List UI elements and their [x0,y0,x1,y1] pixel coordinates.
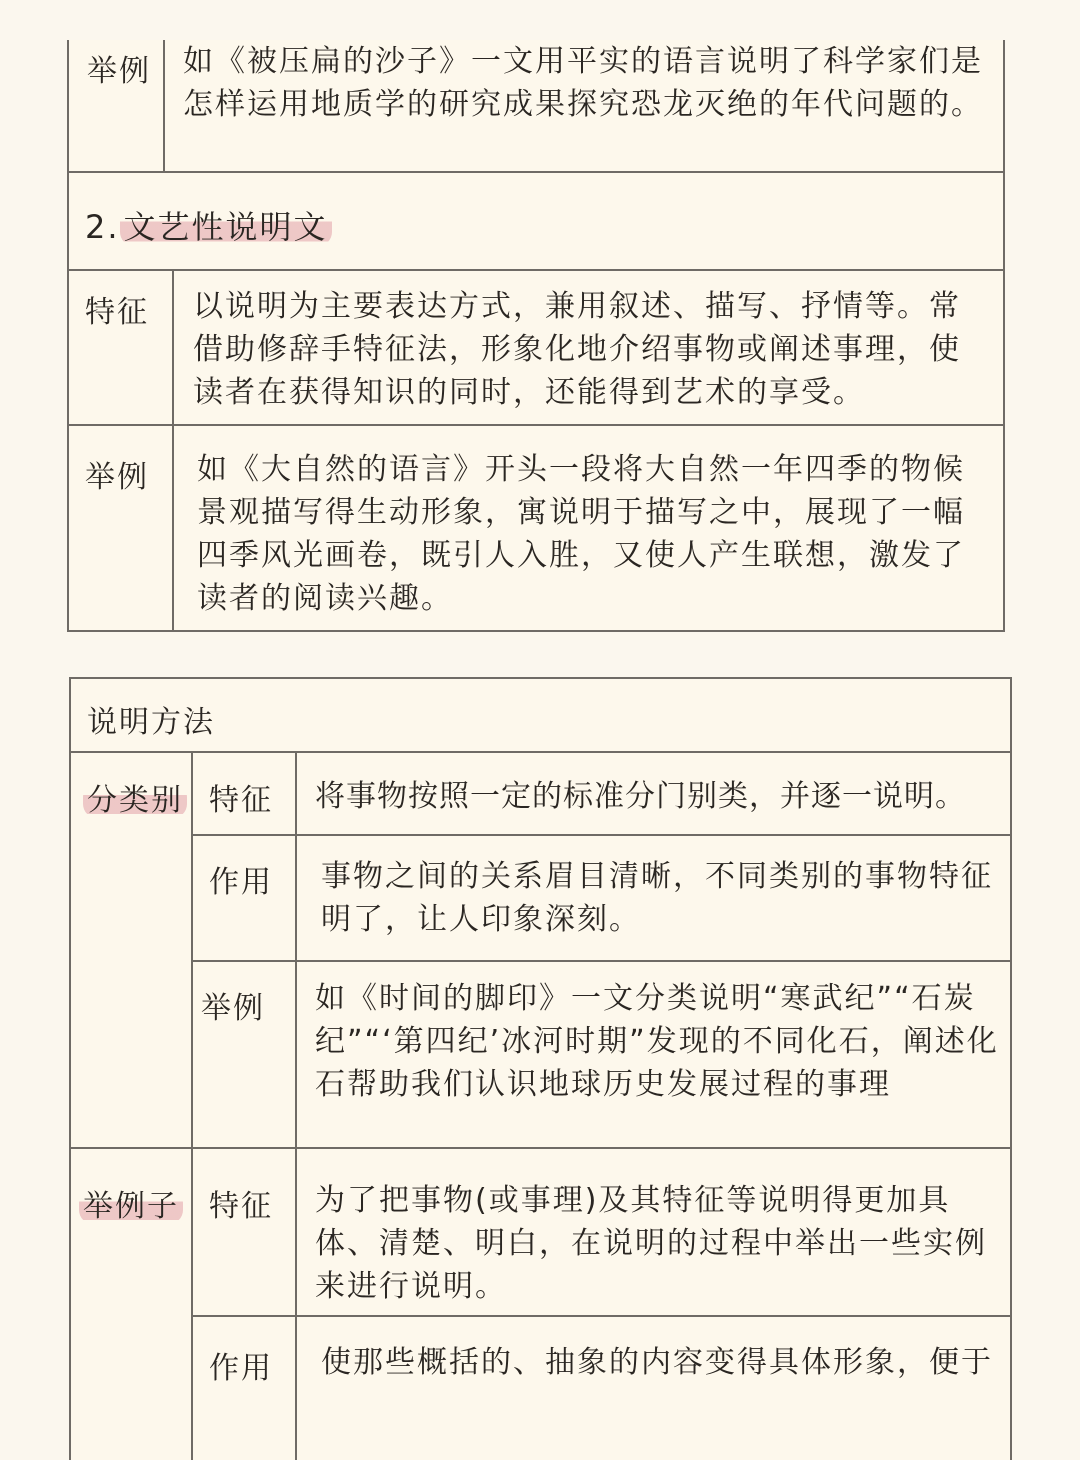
feature-text: 将事物按照一定的标准分门别类，并逐一说明。 [315,779,966,814]
feature-label: 特征 [209,783,273,818]
feature-text: 为了把事物(或事理)及其特征等说明得更加具体、清楚、明白，在说明的过程中举出一些实例来进行说明。 [315,1183,987,1304]
row-divider [69,171,1003,173]
function-label: 作用 [209,1351,273,1386]
example-text: 如《大自然的语言》开头一段将大自然一年四季的物候景观描写得生动形象，寓说明于描写之中，展现了一幅四季风光画卷，既引人入胜，又使人产生联想，激发了读者的阅读兴趣。 [197,452,965,616]
row-divider [69,424,1003,426]
column-divider [191,751,193,1460]
feature-label: 特征 [85,295,149,330]
example-label: 举例 [85,460,149,495]
method-name: 分类别 [83,775,187,819]
example-label: 举例 [201,991,265,1026]
explanation-methods-table [69,677,1012,1460]
feature-text: 以说明为主要表达方式，兼用叙述、描写、抒情等。常借助修辞手特征法，形象化地介绍事物或阐述事理，使读者在获得知识的同时，还能得到艺术的享受。 [193,289,961,410]
example-text: 如《时间的脚印》一文分类说明“寒武纪”“石炭纪”“‘第四纪’冰河时期”发现的不同化石，阐述化石帮助我们认识地球历史发展过程的事理 [315,981,999,1102]
section-heading [85,202,332,248]
section-title: 文艺性说明文 [120,208,332,246]
column-divider [295,751,297,1460]
section-number: 2. [85,208,120,246]
feature-label: 特征 [209,1189,273,1224]
function-text: 事物之间的关系眉目清晰，不同类别的事物特征明了，让人印象深刻。 [321,859,993,937]
function-text: 使那些概括的、抽象的内容变得具体形象，便于 [321,1345,993,1380]
text-types-table [67,40,1005,632]
method-name: 举例子 [79,1181,183,1225]
function-label: 作用 [209,865,273,900]
row-divider [191,834,1010,836]
table-header: 说明方法 [87,705,215,740]
example-text: 如《被压扁的沙子》一文用平实的语言说明了科学家们是怎样运用地质学的研究成果探究恐龙灭绝的年代问题的。 [183,44,983,122]
example-label: 举例 [87,54,151,89]
row-divider [69,269,1003,271]
column-divider [172,269,174,630]
row-divider [191,1315,1010,1317]
row-divider [191,960,1010,962]
header-divider [71,751,1010,753]
column-divider [163,40,165,171]
group-divider [71,1147,1010,1149]
